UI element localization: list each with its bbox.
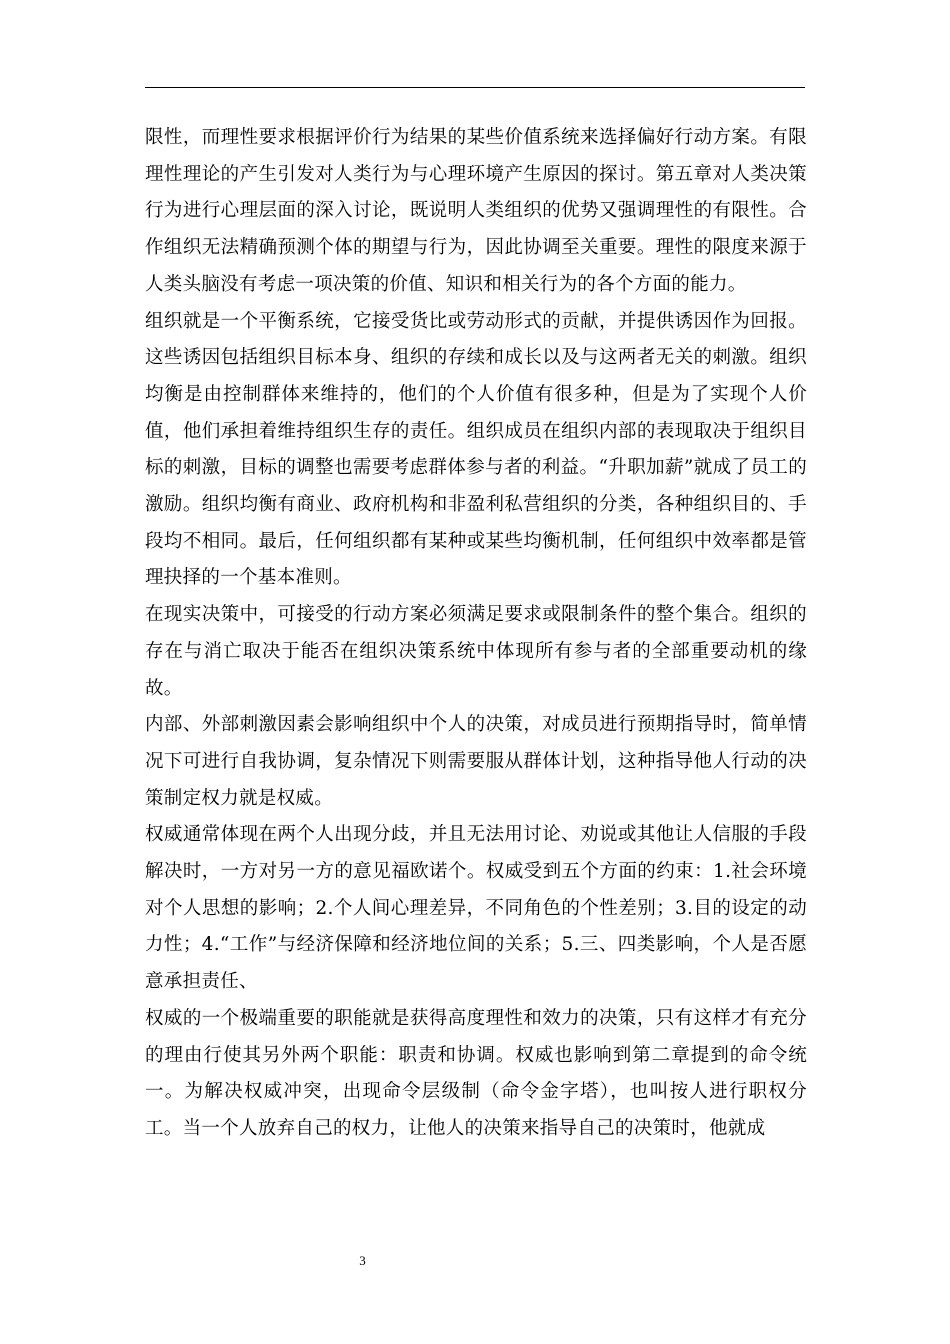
paragraph-5: 权威通常体现在两个人出现分歧，并且无法用讨论、劝说或其他让人信服的手段解决时，一方对另一方的意见福欧诺个。权威受到五个方面的约束：1.社会环境对个人思想的影响；2.个人间心理差异，不同角色的个性差别；3.目的设定的动力性；4.“工作”与经济保障和经济地位间的关系；5.三、四类影响，个人是否愿意承担责任、 [145, 824, 807, 993]
body-text [145, 120, 807, 1148]
paragraph-6: 权威的一个极端重要的职能就是获得高度理性和效力的决策，只有这样才有充分的理由行使其另外两个职能：职责和协调。权威也影响到第二章提到的命令统一。为解决权威冲突，出现命令层级制（命令金字塔），也叫按人进行职权分工。当一个人放弃自己的权力，让他人的决策来指导自己的决策时，他就成 [145, 1007, 807, 1139]
paragraph-4: 内部、外部刺激因素会影响组织中个人的决策，对成员进行预期指导时，简单情况下可进行自我协调，复杂情况下则需要服从群体计划，这种指导他人行动的决策制定权力就是权威。 [145, 714, 807, 809]
header-rule [145, 87, 805, 88]
paragraph-2: 组织就是一个平衡系统，它接受货比或劳动形式的贡献，并提供诱因作为回报。这些诱因包括组织目标本身、组织的存续和成长以及与这两者无关的刺激。组织均衡是由控制群体来维持的，他们的个人价值有很多种，但是为了实现个人价值，他们承担着维持组织生存的责任。组织成员在组织内部的表现取决于组织目标的刺激，目标的调整也需要考虑群体参与者的利益。“升职加薪”就成了员工的激励。组织均衡有商业、政府机构和非盈利私营组织的分类，各种组织目的、手段均不相同。最后，任何组织都有某种或某些均衡机制，任何组织中效率都是管理抉择的一个基本准则。 [145, 310, 807, 589]
paragraph-3: 在现实决策中，可接受的行动方案必须满足要求或限制条件的整个集合。组织的存在与消亡取决于能否在组织决策系统中体现所有参与者的全部重要动机的缘故。 [145, 604, 807, 699]
page-number: 3 [359, 1253, 366, 1268]
paragraph-1: 限性，而理性要求根据评价行为结果的某些价值系统来选择偏好行动方案。有限理性理论的产生引发对人类行为与心理环境产生原因的探讨。第五章对人类决策行为进行心理层面的深入讨论，既说明人类组织的优势又强调理性的有限性。合作组织无法精确预测个体的期望与行为，因此协调至关重要。理性的限度来源于人类头脑没有考虑一项决策的价值、知识和相关行为的各个方面的能力。 [145, 127, 807, 295]
